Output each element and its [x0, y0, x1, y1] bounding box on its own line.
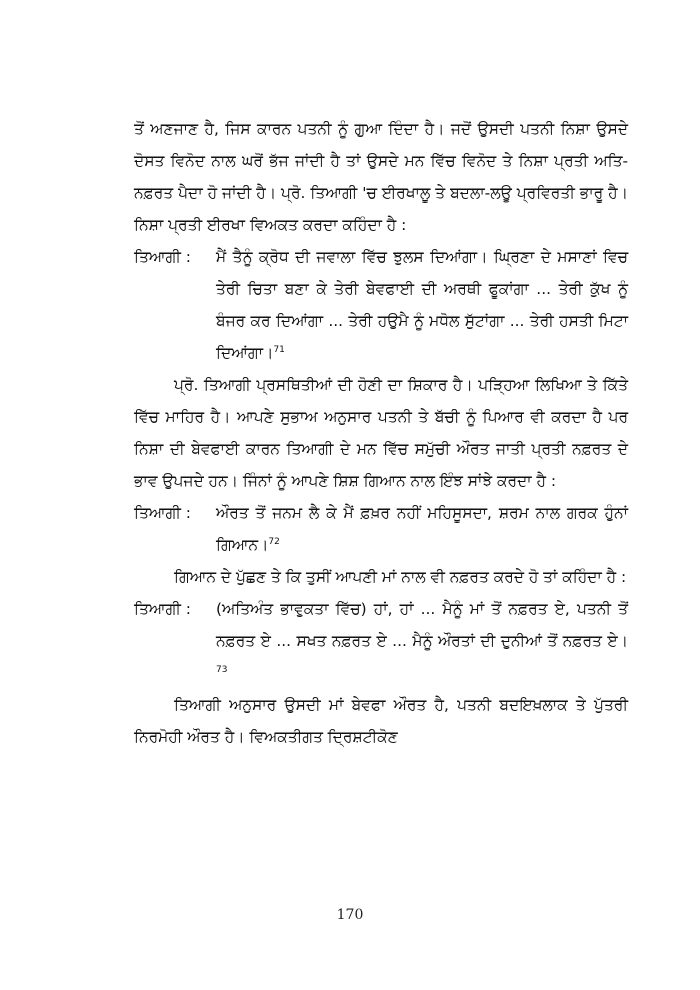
paragraph-2: ਪ੍ਰੋ. ਤਿਆਗੀ ਪ੍ਰਸਥਿਤੀਆਂ ਦੀ ਹੋਣੀ ਦਾ ਸ਼ਿਕਾਰ ਹੈ। ਪੜ੍ਹਿਆ ਲਿਖਿਆ ਤੇ ਕਿੱਤੇ ਵਿੱਚ ਮਾਹਿਰ ਹੈ। ਆਪਣੇ ਸੁਭਾਅ ਅਨੁਸਾਰ ਪਤਨੀ ਤੇ ਬੱਚੀ ਨੂੰ ਪਿਆਰ ਵੀ ਕਰਦਾ ਹੈ ਪਰ ਨਿਸ਼ਾ ਦੀ ਬੇਵਫਾਈ ਕਾਰਨ ਤਿਆਗੀ ਦੇ ਮਨ ਵਿੱਚ ਸਮੁੱਚੀ ਔਰਤ ਜਾਤੀ ਪ੍ਰਤੀ ਨਫ਼ਰਤ ਦੇ ਭਾਵ ਉਪਜਦੇ ਹਨ। ਜਿੰਨਾਂ ਨੂੰ ਆਪਣੇ ਸ਼ਿਸ਼ ਗਿਆਨ ਨਾਲ ਇੰਝ ਸਾਂਝੇ ਕਰਦਾ ਹੈ : — [134, 376, 628, 490]
dialogue-1 — [134, 241, 628, 369]
dialogue-3 — [134, 593, 628, 689]
dialogue-text-body: (ਅਤਿਅੰਤ ਭਾਵੁਕਤਾ ਵਿੱਚ) ਹਾਂ, ਹਾਂ ... ਮੈਨੂੰ ਮਾਂ ਤੋਂ ਨਫ਼ਰਤ ਏ, ਪਤਨੀ ਤੋਂ ਨਫ਼ਰਤ ਏ ... ਸਖਤ ਨਫ਼ਰਤ ਏ ... ਮੈਨੂੰ ਔਰਤਾਂ ਦੀ ਦੁਨੀਆਂ ਤੋਂ ਨਫ਼ਰਤ ਏ। — [216, 600, 628, 650]
paragraph-4: ਤਿਆਗੀ ਅਨੁਸਾਰ ਉਸਦੀ ਮਾਂ ਬੇਵਫਾ ਔਰਤ ਹੈ, ਪਤਨੀ ਬਦਇਖ਼ਲਾਕ ਤੇ ਪੁੱਤਰੀ ਨਿਰਮੋਹੀ ਔਰਤ ਹੈ। ਵਿਅਕਤੀਗਤ ਦ੍ਰਿਸ਼ਟੀਕੋਣ — [134, 696, 628, 746]
page-body — [134, 113, 628, 753]
paragraph-3: ਗਿਆਨ ਦੇ ਪੁੱਛਣ ਤੇ ਕਿ ਤੁਸੀਂ ਆਪਣੀ ਮਾਂ ਨਾਲ ਵੀ ਨਫ਼ਰਤ ਕਰਦੇ ਹੋ ਤਾਂ ਕਹਿੰਦਾ ਹੈ : — [174, 568, 627, 586]
footnote-marker: 72 — [268, 537, 280, 547]
dialogue-text-body: ਮੈਂ ਤੈਨੂੰ ਕ੍ਰੋਧ ਦੀ ਜਵਾਲਾ ਵਿੱਚ ਝੁਲਸ ਦਿਆਂਗਾ। ਘ੍ਰਿਣਾ ਦੇ ਮਸਾਣਾਂ ਵਿਚ ਤੇਰੀ ਚਿਤਾ ਬਣਾ ਕੇ ਤੇਰੀ ਬੇਵਫਾਈ ਦੀ ਅਰਥੀ ਫੂਕਾਂਗਾ ... ਤੇਰੀ ਕੁੱਖ ਨੂੰ ਬੰਜਰ ਕਰ ਦਿਆਂਗਾ ... ਤੇਰੀ ਹਉਮੈ ਨੂੰ ਮਧੋਲ ਸੁੱਟਾਂਗਾ ... ਤੇਰੀ ਹਸਤੀ ਮਿਟਾ ਦਿਆਂਗਾ। — [216, 248, 628, 362]
footnote-marker: 73 — [216, 665, 228, 675]
footnote-marker: 71 — [273, 345, 285, 355]
dialogue-text — [216, 593, 628, 689]
paragraph-1: ਤੋਂ ਅਣਜਾਣ ਹੈ, ਜਿਸ ਕਾਰਨ ਪਤਨੀ ਨੂੰ ਗੁਆ ਦਿੰਦਾ ਹੈ। ਜਦੋਂ ਉਸਦੀ ਪਤਨੀ ਨਿਸ਼ਾ ਉਸਦੇ ਦੋਸਤ ਵਿਨੋਦ ਨਾਲ ਘਰੋਂ ਭੱਜ ਜਾਂਦੀ ਹੈ ਤਾਂ ਉਸਦੇ ਮਨ ਵਿੱਚ ਵਿਨੋਦ ਤੇ ਨਿਸ਼ਾ ਪ੍ਰਤੀ ਅਤਿ-ਨਫ਼ਰਤ ਪੈਦਾ ਹੋ ਜਾਂਦੀ ਹੈ। ਪ੍ਰੋ. ਤਿਆਗੀ 'ਚ ਈਰਖਾਲੂ ਤੇ ਬਦਲਾ-ਲਊ ਪ੍ਰਵਿਰਤੀ ਭਾਰੂ ਹੈ। ਨਿਸ਼ਾ ਪ੍ਰਤੀ ਈਰਖਾ ਵਿਅਕਤ ਕਰਦਾ ਕਹਿੰਦਾ ਹੈ : — [134, 120, 628, 234]
dialogue-text — [216, 497, 628, 561]
dialogue-text — [216, 241, 628, 369]
page-number: 170 — [336, 907, 364, 923]
dialogue-speaker: ਤਿਆਗੀ : — [134, 600, 191, 618]
dialogue-speaker: ਤਿਆਗੀ : — [134, 504, 191, 522]
dialogue-2 — [134, 497, 628, 561]
dialogue-speaker: ਤਿਆਗੀ : — [134, 248, 191, 266]
dialogue-text-body: ਔਰਤ ਤੋਂ ਜਨਮ ਲੈ ਕੇ ਮੈਂ ਫ਼ਖ਼ਰ ਨਹੀਂ ਮਹਿਸੂਸਦਾ, ਸ਼ਰਮ ਨਾਲ ਗਰਕ ਹੁੰਨਾਂ ਗਿਆਨ। — [216, 504, 628, 554]
